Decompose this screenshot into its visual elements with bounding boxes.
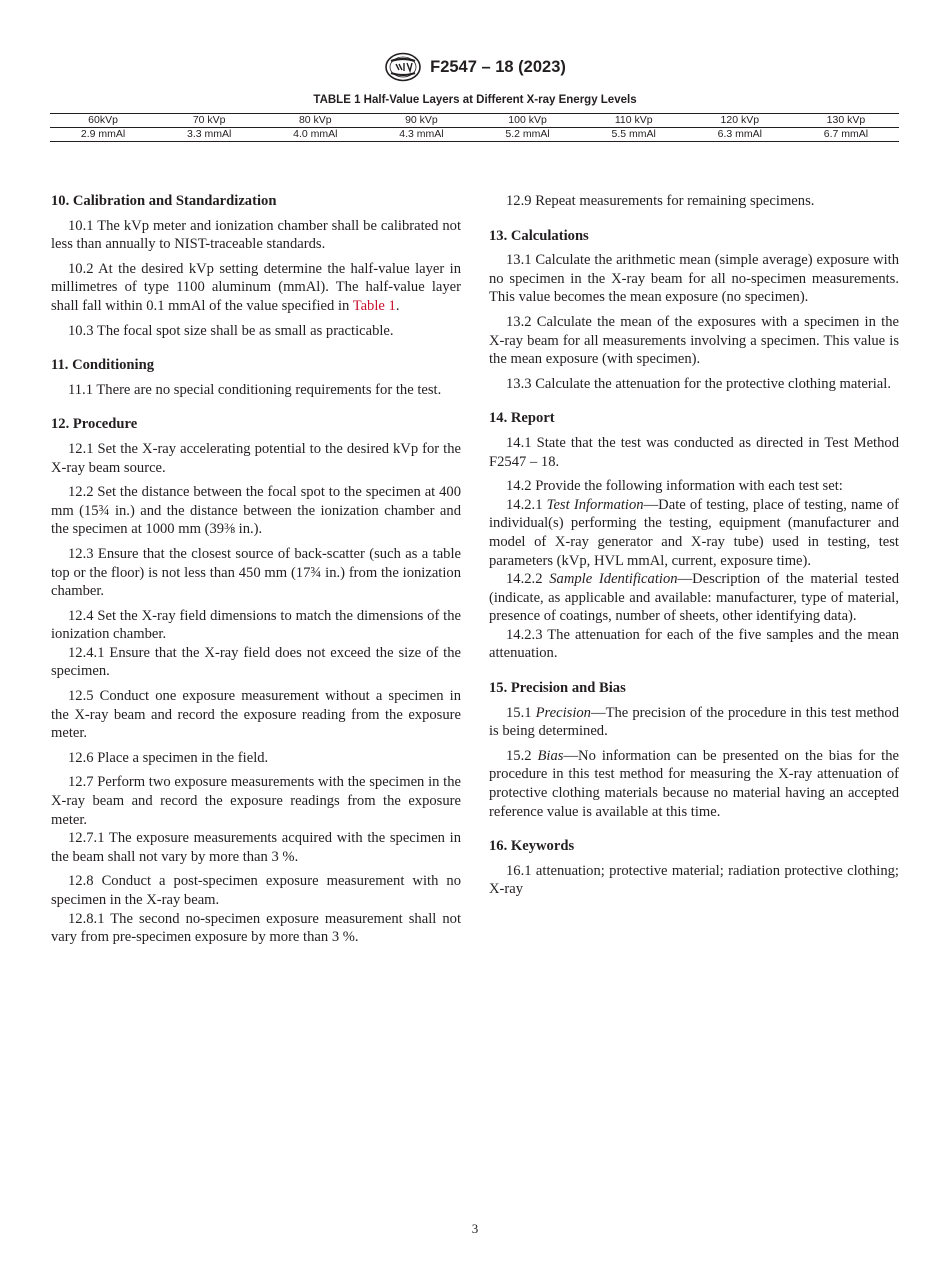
table-header-cell: 90 kVp xyxy=(405,114,438,126)
paragraph-12-3: 12.3 Ensure that the closest source of back-scatter (such as a table top or the floor) is not less than 450 mm (17¾ in.) from the ionization chamber. xyxy=(51,545,461,600)
paragraph-text: . xyxy=(395,297,400,314)
paragraph-16-1: 16.1 attenuation; protective material; radiation protective clothing; X-ray xyxy=(489,862,899,898)
right-column xyxy=(489,192,899,899)
section-heading-11: 11. Conditioning xyxy=(51,357,155,374)
paragraph-12-7-1: 12.7.1 The exposure measurements acquired with the specimen in the beam shall not vary by more than 3 %. xyxy=(51,830,461,865)
paragraph-15-2 xyxy=(489,747,899,821)
paragraph-14-2-3: 14.2.3 The attenuation for each of the five samples and the mean attenuation. xyxy=(489,626,899,662)
table-caption: TABLE 1 Half-Value Layers at Different X-ray Energy Levels xyxy=(313,94,637,106)
paragraph-13-1: 13.1 Calculate the arithmetic mean (simple average) exposure with no specimen in the X-ray beam for all no-specimen measurements. This value becomes the mean exposure (no specimen). xyxy=(489,252,899,306)
paragraph-12-5: 12.5 Conduct one exposure measurement without a specimen in the X-ray beam and record the exposure reading from the exposure meter. xyxy=(51,688,461,742)
paragraph-13-2: 13.2 Calculate the mean of the exposures with a specimen in the X-ray beam for all measurements involving a specimen. This value is the mean exposure (with specimen). xyxy=(489,313,899,368)
section-heading-16: 16. Keywords xyxy=(489,838,575,855)
paragraph-text: —The precision of the procedure in this test method is being determined. xyxy=(489,704,899,740)
section-heading-12: 12. Procedure xyxy=(51,416,138,433)
paragraph-12-6: 12.6 Place a specimen in the field. xyxy=(68,749,269,766)
page-number: 3 xyxy=(471,1221,479,1236)
astm-logo-icon xyxy=(384,52,422,82)
table-header-cell: 70 kVp xyxy=(192,114,226,126)
table-header-cell: 100 kVp xyxy=(508,114,547,126)
paragraph-14-1: 14.1 State that the test was conducted as directed in Test Method F2547 – 18. xyxy=(489,434,899,470)
table-header-cell: 60kVp xyxy=(88,114,118,126)
paragraph-term: Precision xyxy=(535,704,591,721)
paragraph-10-1: 10.1 The kVp meter and ionization chamber shall be calibrated not less than annually to NIST-traceable standards. xyxy=(51,217,461,253)
table-header-cell: 120 kVp xyxy=(720,114,760,126)
table-cell: 2.9 mmAl xyxy=(80,128,126,140)
paragraph-text: —Date of testing, place of testing, name of individual(s) performing the testing, equipment (manufacturer and model of X-ray generator and X-ray tube) used in testing, test parameters (kVp, HVL mmAl, current, exposure time). xyxy=(489,496,899,569)
table-cell: 6.3 mmAl xyxy=(717,128,762,140)
table-cell: 6.7 mmAl xyxy=(823,128,869,140)
paragraph-12-4-1: 12.4.1 Ensure that the X-ray field does not exceed the size of the specimen. xyxy=(51,644,461,680)
paragraph-14-2-1 xyxy=(489,496,899,570)
half-value-layer-table xyxy=(50,113,899,142)
document-designation: F2547 – 18 (2023) xyxy=(430,57,566,76)
paragraph-12-8-1: 12.8.1 The second no-specimen exposure measurement shall not vary from pre-specimen exposure by more than 3 %. xyxy=(51,910,461,946)
paragraph-12-7: 12.7 Perform two exposure measurements with the specimen in the X-ray beam and record the exposure readings from the exposure meter. xyxy=(51,774,461,828)
table-cell: 4.0 mmAl xyxy=(293,128,338,140)
paragraph-number: 15.2 xyxy=(506,747,538,764)
paragraph-15-1 xyxy=(489,704,899,741)
paragraph-text: 10.2 At the desired kVp setting determine the half-value layer in millimetres of type 1100 aluminum (mmAl). The half-value layer shall fall within 0.1 mmAl of the value specified in xyxy=(51,260,461,314)
paragraph-text: —No information can be presented on the bias for the procedure in this test method for measuring the X-ray attenuation of protective clothing materials because no material having an accepted reference value is available at this time. xyxy=(489,747,899,820)
paragraph-number: 14.2.2 xyxy=(506,571,550,588)
paragraph-term: Bias xyxy=(537,747,564,764)
paragraph-term: Test Information xyxy=(546,496,644,513)
section-heading-10: 10. Calibration and Standardization xyxy=(51,193,277,209)
paragraph-text: —Description of the material tested (indicate, as applicable and available: manufacturer, type of material, presence of coatings, number of sheets, other identifying data). xyxy=(489,571,899,625)
table-cell: 5.2 mmAl xyxy=(505,128,550,140)
paragraph-13-3: 13.3 Calculate the attenuation for the protective clothing material. xyxy=(506,375,891,392)
section-heading-14: 14. Report xyxy=(489,410,555,427)
paragraph-14-2-2 xyxy=(489,570,899,626)
paragraph-term: Sample Identification xyxy=(549,571,678,588)
paragraph-12-9: 12.9 Repeat measurements for remaining specimens. xyxy=(506,193,815,209)
paragraph-12-1: 12.1 Set the X-ray accelerating potential to the desired kVp for the X-ray beam source. xyxy=(51,440,461,476)
table-header-cell: 80 kVp xyxy=(298,114,332,126)
table-1-link[interactable]: Table 1 xyxy=(352,297,396,314)
table-header-cell: 130 kVp xyxy=(826,114,866,126)
paragraph-10-3: 10.3 The focal spot size shall be as small as practicable. xyxy=(68,322,394,339)
page-header xyxy=(0,52,950,86)
table-cell: 5.5 mmAl xyxy=(611,128,656,140)
paragraph-number: 14.2.1 xyxy=(506,496,547,513)
table-header-row xyxy=(50,114,899,128)
paragraph-11-1: 11.1 There are no special conditioning requirements for the test. xyxy=(68,381,442,398)
table-header-cell: 110 kVp xyxy=(614,114,653,126)
paragraph-10-2 xyxy=(51,260,461,316)
paragraph-12-8: 12.8 Conduct a post-specimen exposure measurement with no specimen in the X-ray beam. xyxy=(51,873,461,908)
table-row xyxy=(50,128,899,142)
paragraph-number: 15.1 xyxy=(506,704,536,721)
paragraph-12-4: 12.4 Set the X-ray field dimensions to match the dimensions of the ionization chamber. xyxy=(51,607,461,643)
paragraph-14-2: 14.2 Provide the following information with each test set: xyxy=(506,478,843,495)
table-cell: 3.3 mmAl xyxy=(187,128,232,140)
table-cell: 4.3 mmAl xyxy=(399,128,444,140)
section-heading-15: 15. Precision and Bias xyxy=(489,680,626,697)
section-heading-13: 13. Calculations xyxy=(489,227,589,244)
left-column xyxy=(51,192,461,947)
paragraph-12-2: 12.2 Set the distance between the focal spot to the specimen at 400 mm (15¾ in.) and the distance between the ionization chamber and the specimen at 1000 mm (39⅜ in.). xyxy=(51,484,461,538)
